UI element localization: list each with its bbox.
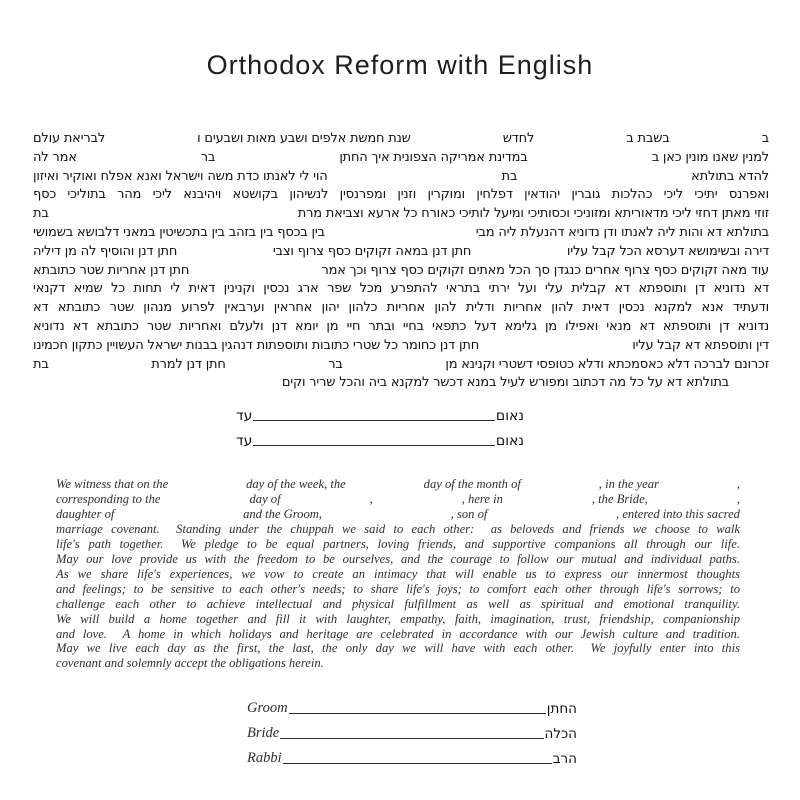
english-segment: May our love provide us with the freedom to be ourselves, and the courage to follow our mutual and individual paths. xyxy=(56,551,740,566)
signature-section xyxy=(247,700,577,775)
hebrew-segment: לבריאת עולם xyxy=(33,131,106,146)
english-segment: corresponding to the xyxy=(56,491,161,506)
hebrew-line xyxy=(33,337,769,356)
witness-signature-line xyxy=(253,407,495,421)
english-segment: life's path together. We pledge to be equal partners, loving friends, and supportive companions all through our life. xyxy=(56,536,740,551)
hebrew-segment: ואפרנס יתיכי ליכי כהלכות גוברין יהודאין דפלחין ומוקרין וזנין ומפרנסין לנשיהון בקושטא ויהיבנא ליכי מהר בתוליכי כסף xyxy=(33,187,769,203)
english-segment: day of xyxy=(249,491,281,506)
hebrew-segment: ודעתיד אנא למקנא נכסין דאית להון אחריות ודלית להון אחריות כלהון יהון אחראין וערבאין לפרוע מנהון שטר כתובתא דא xyxy=(33,300,769,316)
hebrew-segment: חתן דנן כחומר כל שטרי כתובות ותוספתות דנהגין בבנות ישראל העשויין כתקון חכמינו xyxy=(33,337,479,353)
witness-section xyxy=(236,407,524,457)
hebrew-line xyxy=(33,130,769,149)
english-segment: , the Bride, xyxy=(591,491,648,506)
hebrew-segment: זכרונם לברכה דלא כאסמכתא ודלא כטופסי דשטרי וקנינא מן xyxy=(445,356,769,372)
hebrew-segment: בת xyxy=(501,168,518,184)
hebrew-segment: ב xyxy=(761,131,769,146)
ed-label: עד xyxy=(236,433,253,449)
english-segment: May we live each day as the first, the last, the only day we will have with each other. We joyfully enter into this xyxy=(56,641,740,656)
hebrew-line xyxy=(33,243,769,262)
english-segment: , son of xyxy=(450,506,488,521)
ed-label: עד xyxy=(236,408,253,424)
english-segment: and the Groom, xyxy=(243,506,323,521)
hebrew-segment: חתן דנן והוסיף לה מן דיליה xyxy=(33,243,178,259)
hebrew-segment: דא נדוניא דן ותוספתא דא קבלית עלי ועל ירתי בתראי להתפרע מכל שפר ארג נכסין וקנינין דאית לי תחות כל שמיא דקנאי xyxy=(33,281,769,297)
english-line xyxy=(56,477,740,492)
hebrew-line xyxy=(33,149,769,168)
hebrew-line xyxy=(33,318,769,337)
hebrew-segment: דירה ובשימושא דערסא הכל קבל עליו xyxy=(566,243,769,259)
english-line xyxy=(56,627,740,642)
hebrew-segment: חתן דנן במאה זקוקים כסף צרוף וצבי xyxy=(272,243,472,259)
english-segment: We witness that on the xyxy=(56,477,169,491)
bride-signature-row xyxy=(247,725,577,742)
english-segment: , entered into this sacred xyxy=(616,506,740,521)
english-line xyxy=(56,537,740,552)
english-line xyxy=(56,507,740,522)
hebrew-segment: זוזי מאתן דחזי ליכי מדאוריתא ומזוניכי וכסותיכי ומיעל לותיכי כאורח כל ארעא וצביאת מרת xyxy=(297,206,769,222)
hebrew-segment: הוי לי לאנתו כדת משה וישראל ואנא אפלח ואוקיר ואיזון xyxy=(33,168,328,184)
hebrew-segment: למנין שאנו מונין כאן ב xyxy=(651,149,769,165)
hebrew-segment: חתן דנן אחריות שטר כתובתא xyxy=(33,262,190,278)
english-line xyxy=(56,552,740,567)
rabbi-label: Rabbi xyxy=(247,750,282,766)
hebrew-line xyxy=(33,186,769,205)
english-segment: day of the month of xyxy=(423,477,521,491)
hebrew-segment: בין בכסף בין בזהב בין בתכשיטין במאני דלבושא בשמושי xyxy=(33,224,325,240)
hebrew-segment: דין ותוספתא דא קבל עליו xyxy=(632,337,769,353)
english-segment: covenant and solemnly accept the obligations herein. xyxy=(56,656,324,671)
english-line xyxy=(56,641,740,656)
hebrew-ketubah-text xyxy=(33,130,769,393)
english-segment: We will build a home together and fill it with laughter, empathy, faith, imagination, trust, friendship, companionship xyxy=(56,611,740,626)
english-line xyxy=(56,597,740,612)
english-segment: As we share life's experiences, we vow to create an intimacy that will enable us to express our innermost thoughts xyxy=(56,566,740,581)
english-segment: , xyxy=(736,477,740,491)
hebrew-line xyxy=(33,168,769,187)
witness-signature-line xyxy=(253,432,495,446)
hebrew-line xyxy=(33,224,769,243)
english-segment: and feelings; to be sensitive to each other's needs; to share life's joys; to comfort each other through life's sorrows; to xyxy=(56,581,740,596)
hebrew-segment: בר xyxy=(200,149,216,165)
hebrew-segment: בת xyxy=(33,206,49,222)
hebrew-segment: בת xyxy=(33,356,49,372)
english-segment: daughter of xyxy=(56,506,115,521)
witness-signature-row xyxy=(236,407,524,424)
hebrew-line xyxy=(33,299,769,318)
english-vows-text xyxy=(56,477,740,671)
hebrew-segment: שנת חמשת אלפים ושבע מאות ושבעים ו xyxy=(197,131,411,146)
hebrew-segment: בתולתא דא והות ליה לאנתו ודן נדוניא דהנעלת ליה מבי xyxy=(475,224,769,240)
rabbi-signature-row xyxy=(247,750,577,767)
naum-label: נאום xyxy=(495,408,524,424)
english-line xyxy=(56,567,740,582)
english-segment: challenge each other to achieve intellectual and physical fulfillment as well as spiritual and emotional tranquility. xyxy=(56,596,740,611)
english-line xyxy=(56,656,740,671)
hebrew-segment: אמר לה xyxy=(33,149,77,165)
groom-signature-row xyxy=(247,700,577,717)
hebrew-segment: חתן דנן למרת xyxy=(151,356,226,372)
hebrew-line xyxy=(33,280,769,299)
english-line xyxy=(56,492,740,507)
hebrew-segment: בר xyxy=(328,356,343,372)
english-segment: , xyxy=(369,491,373,506)
witness-signature-row xyxy=(236,432,524,449)
hebrew-segment: נדוניא דן ותוספתא דא מנאי ואפילו מן גלימא דעל כתפאי בחיי ובתר חיי מן יומא דנן ולעלם ואחריות שטר כתובתא דא נדוניא xyxy=(33,318,769,334)
hebrew-segment: במדינת אמריקה הצפונית איך החתן xyxy=(339,149,528,165)
hebrew-segment: בשבת ב xyxy=(626,131,670,146)
hebrew-segment: עוד מאה זקוקים כסף צרוף אחרים כנגדן סך הכל מאתים זקוקים כסף צרוף וכך אמר xyxy=(321,262,769,278)
hebrew-line xyxy=(33,356,769,375)
rabbi-signature-line xyxy=(283,750,552,764)
groom-label: Groom xyxy=(247,700,288,716)
naum-label: נאום xyxy=(495,433,524,449)
english-segment: , in the year xyxy=(598,477,659,491)
english-line xyxy=(56,612,740,627)
english-segment: , xyxy=(736,491,740,506)
english-line xyxy=(56,522,740,537)
english-segment: marriage covenant. Standing under the chuppah we said to each other: as beloveds and friends we choose to walk xyxy=(56,521,740,536)
hebrew-segment: לחדש xyxy=(502,131,535,146)
hebrew-line xyxy=(33,374,769,393)
document-title: Orthodox Reform with English xyxy=(206,50,594,80)
english-segment: and love. A home in which holidays and heritage are celebrated in accordance with our Jewish culture and tradition. xyxy=(56,626,740,641)
english-segment: day of the week, the xyxy=(246,477,346,491)
hebrew-segment: להדא בתולתא xyxy=(691,168,769,184)
english-line xyxy=(56,582,740,597)
rabbi-hebrew-label: הרב xyxy=(552,751,577,767)
hebrew-segment: בתולתא דא על כל מה דכתוב ומפורש לעיל במנא דכשר למקנא ביה והכל שריר וקים xyxy=(281,375,729,391)
hebrew-line xyxy=(33,262,769,281)
english-segment: , here in xyxy=(461,491,503,506)
bride-hebrew-label: הכלה xyxy=(544,726,577,742)
groom-hebrew-label: החתן xyxy=(546,701,577,717)
hebrew-line xyxy=(33,205,769,224)
bride-signature-line xyxy=(280,725,543,739)
bride-label: Bride xyxy=(247,725,280,741)
groom-signature-line xyxy=(289,700,546,714)
